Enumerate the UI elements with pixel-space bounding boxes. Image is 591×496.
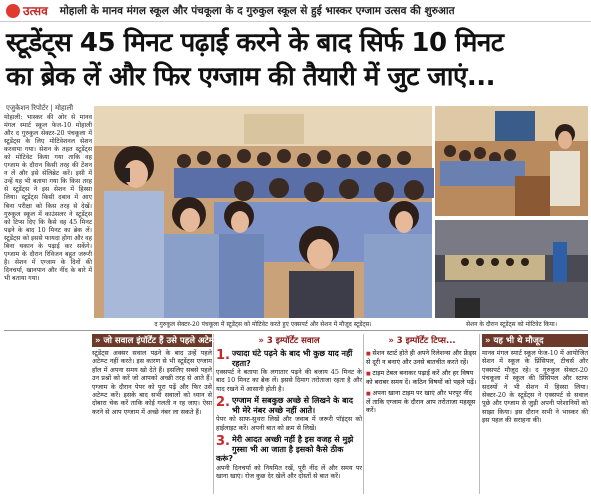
question-answer: पेपर को साफ-सुथरा लिखें और जवाब में जरूरी पॉइंट्स को हाईलाइट करें। अपनी बात को क्रम से लिखें। <box>216 415 362 432</box>
utsav-logo <box>0 0 54 22</box>
top-banner <box>0 0 591 22</box>
question-title: मेरी आदत अच्छी नहीं है इस वजह से मुझे गुस्सा भी आ जाता है इसको कैसे ठीक करूं? <box>216 435 354 464</box>
tip-item: ■ टाइम टेबल बनाकर पढ़ाई करें और हर विषय को बराबर समय दें। कठिन विषयों को पहले पढ़ें। <box>366 369 478 387</box>
column-heading: » जो सवाल इंपॉर्टेंट हैं उसे पहले अटेम्प्ट करें... <box>92 334 212 347</box>
column-divider <box>213 334 214 494</box>
column-important-questions <box>92 334 242 494</box>
column-divider <box>479 334 480 494</box>
column-heading: » 3 इम्पॉर्टेंट सवाल <box>258 336 320 346</box>
question-answer: एक्सपर्ट ने बताया कि लगातार पढ़ने की बजाय 45 मिनट के बाद 10 मिनट का ब्रेक लें। इससे दिमाग तरोताजा रहता है और याद रखने में आसानी होती है। <box>216 368 362 393</box>
hall-photo <box>435 220 588 318</box>
question-number: 2. <box>216 395 230 411</box>
headline-line-1: स्टूडेंट्स 45 मिनट पढ़ाई करने के बाद सिर्फ 10 मिनट <box>6 28 504 58</box>
question-item <box>216 349 362 393</box>
logo-mark-icon <box>6 4 20 18</box>
tip-item: ■ सेशन स्टार्ट होते ही अपने रिलेशन्स और फ्रेंड्स से दूरी न बनाएं और उनसे बातचीत करते रहें। <box>366 349 478 367</box>
column-text: मानव मंगल स्मार्ट स्कूल फेज-10 में आयोजित सेशन में स्कूल के प्रिंसिपल, टीचर्स और एक्सपर्ट मौजूद रहे। द गुरुकुल सेक्टर-20 पंचकूला में स्कूल की प्रिंसिपल और स्टाफ सदस्यों ने भी सेशन में हिस्सा लिया। सेक्टर-20 के स्टूडेंट्स ने एक्सपर्ट से सवाल पूछे और एग्जाम से जुड़ी अपनी परेशानियों को साझा किया। इस दौरान सभी ने भास्कर की इस पहल की सराहना की। <box>482 349 588 425</box>
column-also-present <box>482 334 588 494</box>
byline: एजुकेशन रिपोर्टर | मोहाली <box>6 104 74 112</box>
kicker-line: मोहाली के मानव मंगल स्कूल और पंचकूला के द गुरुकुल स्कूल से हुई भास्कर एग्जाम उत्सव की शुरुआत <box>59 4 455 17</box>
column-heading: » 3 इम्पॉर्टेंट टिप्स... <box>388 336 456 346</box>
question-title: ज्यादा घंटे पढ़ने के बाद भी कुछ याद नहीं रहता? <box>231 349 353 368</box>
question-item <box>216 396 362 432</box>
column-three-questions <box>216 334 362 494</box>
column-three-tips <box>366 334 478 494</box>
main-photo-caption: द गुरुकुल सेक्टर-20 पंचकूला में स्टूडेंट्स को मोटिवेट करते हुए एक्सपर्ट और सेशन में मौजूद स्टूडेंट्स। <box>154 321 372 328</box>
column-divider <box>363 334 364 494</box>
speaker-photo <box>435 106 588 216</box>
question-title: एग्जाम में सबकुछ अच्छे से लिखने के बाद भी मेरे नंबर अच्छे नहीं आते। <box>231 396 353 415</box>
column-text: स्टूडेंट्स अक्सर सवाल पढ़ने के बाद उन्हें पहले अटेम्प्ट नहीं करते। इस कारण से भी स्टूडेंट्स एग्जाम हॉल में अपना समय खो देते हैं। इसलिए सबसे पहले उन प्रश्नों को करें जो आपको अच्छी तरह से आते हैं। एग्जाम के दौरान पेपर को पूरा पढ़ें और फिर उसे अटेम्प्ट करें। इसके बाद सभी सवालों को ध्यान से दोबारा चेक करें ताकि कोई गलती न रह जाए। ऐसा करने से आप एग्जाम में अच्छे नंबर ला सकते हैं। <box>92 349 212 416</box>
question-answer: अपनी दिनचर्या को नियमित रखें, पूरी नींद लें और समय पर खाना खाएं। रोज कुछ देर खेलें और दोस्तों से बात करें। <box>216 463 362 480</box>
section-divider <box>4 330 588 331</box>
headline-line-2: का ब्रेक लें और फिर एग्जाम की तैयारी में जुट जाएं... <box>6 62 495 92</box>
question-number: 1. <box>216 348 230 363</box>
headline <box>6 26 586 94</box>
column-heading: » यह भी थे मौजूद <box>482 334 588 347</box>
tip-item: ■ अपना खाना टाइम पर खाएं और भरपूर नींद लें ताकि एग्जाम के दौरान आप तरोताजा महसूस करें। <box>366 389 478 415</box>
body-text-column: मोहाली: भास्कर की ओर से मानव मंगल स्मार्ट स्कूल फेज-10 मोहाली और द गुरुकुल सेक्टर-20 पंचकूला में स्टूडेंट्स के लिए मोटिवेशनल सेशन करवाया गया। सेशन के तहत स्टूडेंट्स को मोटिवेट किया गया ताकि वह एग्जाम के दौरान किसी तरह की टेंशन न लें और इसे सेलिब्रेट करें। इसी में उन्हें यह भी बताया गया कि किस तरह से स्टूडेंट्स ने इस सेशन में हिस्सा लिया। स्टूडेंट्स किसी दबाव में आए बिना परीक्षा को किस तरह से देखें। गुरुकुल स्कूल में काउंसलर ने स्टूडेंट्स को टिप्स दिए कि कैसे वह 45 मिनट पढ़ने के बाद 10 मिनट का ब्रेक लें। स्टूडेंट्स को इससे फायदा होगा और वह बिना थकान के पढ़ाई कर सकेंगे। एग्जाम के दौरान रिविजन बहुत जरूरी है। सेशन में एग्जाम के दिनों की दिनचर्या, खानपान और नींद के बारे में भी बताया गया। <box>4 114 92 282</box>
question-number: 3. <box>216 434 230 450</box>
question-item <box>216 435 362 480</box>
classroom-photo <box>94 106 432 318</box>
logo-text: उत्सव <box>23 4 48 18</box>
right-photo-caption: सेशन के दौरान स्टूडेंट्स को मोटिवेट किया। <box>466 321 557 328</box>
